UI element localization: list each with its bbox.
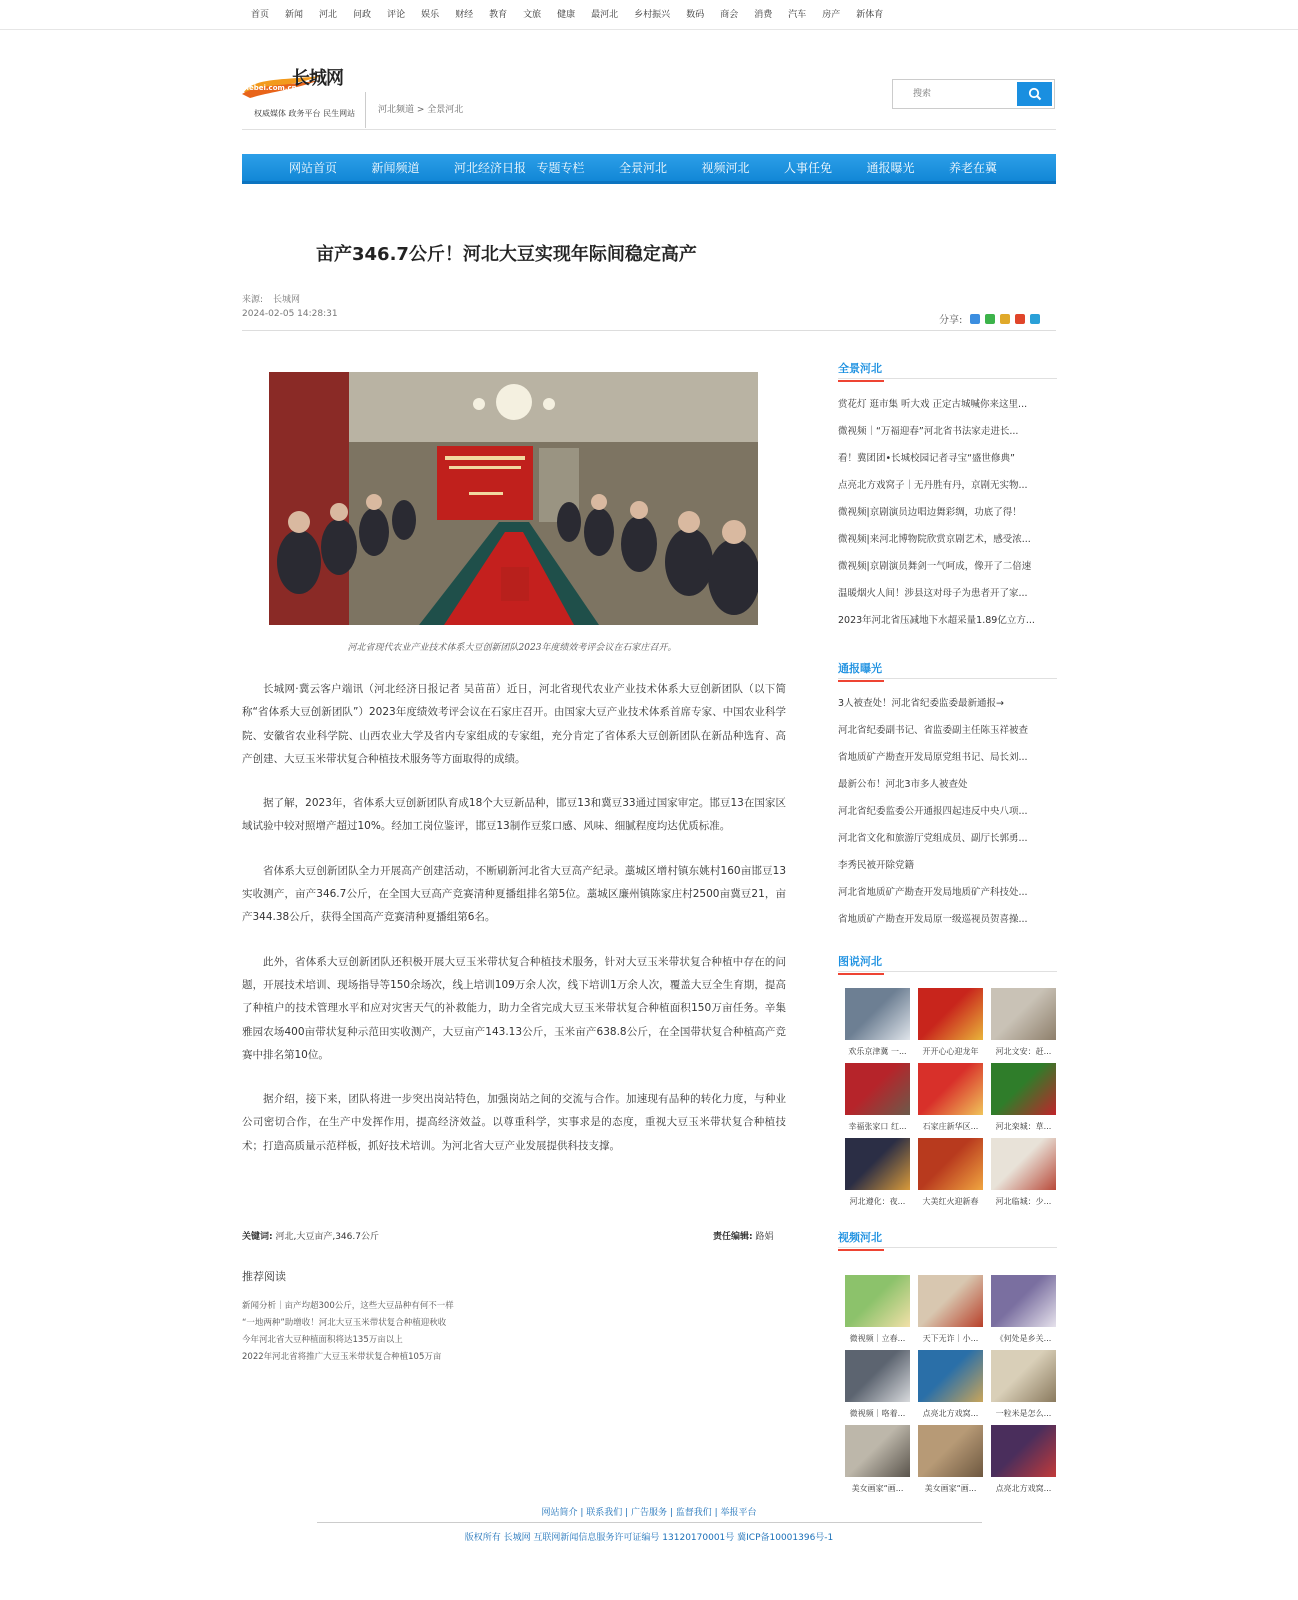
- article-paragraph: 据了解，2023年，省体系大豆创新团队育成18个大豆新品种，邯豆13和冀豆33通过国家审定。邯豆13在国家区域试验中较对照增产超过10%。经加工岗位鉴评，邯豆13制作豆浆口感、风味、细腻程度均达优质标准。: [242, 797, 786, 833]
- share-qzone-icon[interactable]: [970, 314, 980, 324]
- thumb-image: [845, 1350, 910, 1402]
- sidebar-news-item[interactable]: 省地质矿产勘查开发局原一级巡视员贺喜操...: [838, 914, 1028, 925]
- section-header-quanjing: [838, 357, 1057, 379]
- thumb-card[interactable]: [845, 1425, 910, 1500]
- article-source: [242, 292, 300, 305]
- top-channel-link[interactable]: 问政: [353, 10, 372, 20]
- sidebar-news-item[interactable]: 看！冀团团•长城校园记者寻宝“盛世修典”: [838, 453, 1015, 464]
- section-title-shipin[interactable]: 视频河北: [838, 1229, 884, 1251]
- recommend-item[interactable]: 今年河北省大豆种植面积将达135万亩以上: [242, 1335, 403, 1345]
- thumb-caption: 微视频｜咯着...: [849, 1409, 906, 1418]
- thumb-card[interactable]: [991, 1275, 1056, 1350]
- thumb-card[interactable]: [918, 1275, 983, 1350]
- sidebar-news-item[interactable]: 李秀民被开除党籍: [838, 860, 915, 871]
- source-label: 来源:: [242, 295, 264, 305]
- section-title-tushuo[interactable]: 图说河北: [838, 953, 884, 975]
- top-channel-link[interactable]: 新体育: [856, 10, 884, 20]
- thumb-card[interactable]: [845, 1138, 910, 1213]
- top-channel-link[interactable]: 消费: [754, 10, 773, 20]
- main-nav-item[interactable]: 视频河北: [701, 161, 750, 175]
- top-channel-link[interactable]: 汽车: [788, 10, 807, 20]
- thumb-card[interactable]: [918, 1138, 983, 1213]
- sidebar-news-item[interactable]: 河北省地质矿产勘查开发局地质矿产科技处...: [838, 887, 1028, 898]
- thumb-caption: 《何处是乡关...: [995, 1334, 1052, 1343]
- sidebar-news-item[interactable]: 河北省文化和旅游厅党组成员、副厅长郭勇...: [838, 833, 1028, 844]
- thumb-caption: 美女画家“画...: [851, 1484, 904, 1493]
- quanjing-news-list: [838, 391, 1057, 634]
- top-channel-link[interactable]: 首页: [251, 10, 270, 20]
- header-divider: [242, 129, 1056, 130]
- sidebar-news-item[interactable]: 最新公布！河北3市多人被查处: [838, 779, 968, 790]
- tushuo-thumb-grid: [845, 988, 1057, 1213]
- sidebar-news-item[interactable]: 河北省纪委副书记、省监委副主任陈玉祥被查: [838, 725, 1029, 736]
- top-channel-link[interactable]: 新闻: [285, 10, 304, 20]
- top-channel-link[interactable]: 教育: [489, 10, 508, 20]
- article-title: 亩产346.7公斤！河北大豆实现年际间稳定高产: [316, 244, 697, 265]
- article-photo: [269, 372, 758, 625]
- thumb-card[interactable]: [918, 1063, 983, 1138]
- thumb-caption: 点亮北方戏窝...: [922, 1409, 979, 1418]
- top-channel-list: [251, 9, 899, 21]
- main-nav-item[interactable]: 河北经济日报: [454, 161, 527, 175]
- meta-divider: [242, 330, 1056, 331]
- thumb-caption: 幸福张家口 红...: [848, 1122, 907, 1131]
- thumb-caption: 石家庄新华区...: [922, 1122, 979, 1131]
- share-label: 分享:: [939, 315, 963, 326]
- thumb-caption: 河北文安：赶...: [995, 1047, 1052, 1056]
- tongbao-news-list: [838, 690, 1057, 933]
- top-channel-link[interactable]: 数码: [686, 10, 705, 20]
- search-box: [892, 79, 1055, 109]
- thumb-image: [845, 1275, 910, 1327]
- main-nav-item[interactable]: 专题专栏: [536, 161, 585, 175]
- main-nav-item[interactable]: 网站首页: [289, 161, 338, 175]
- thumb-card[interactable]: [845, 1350, 910, 1425]
- top-channel-bar: [0, 0, 1298, 30]
- sidebar-news-item[interactable]: 微视频|京剧演员边唱边舞彩绸，功底了得！: [838, 507, 1022, 518]
- sidebar-news-item[interactable]: 省地质矿产勘查开发局原党组书记、局长刘...: [838, 752, 1028, 763]
- thumb-image: [991, 1275, 1056, 1327]
- share-weibo-icon[interactable]: [1015, 314, 1025, 324]
- footer-divider: [317, 1522, 982, 1523]
- thumb-caption: 美女画家“画...: [924, 1484, 977, 1493]
- search-button[interactable]: [1017, 82, 1052, 106]
- top-channel-link[interactable]: 房产: [822, 10, 841, 20]
- thumb-card[interactable]: [845, 988, 910, 1063]
- thumb-caption: 开开心心迎龙年: [922, 1047, 979, 1056]
- thumb-caption: 微视频｜立春...: [849, 1334, 906, 1343]
- share-bar: [939, 311, 1040, 326]
- thumb-card[interactable]: [918, 1350, 983, 1425]
- section-title-tongbao[interactable]: 通报曝光: [838, 660, 884, 682]
- thumb-card[interactable]: [991, 1425, 1056, 1500]
- logo-brand-text: 长城网: [292, 68, 343, 89]
- share-wechat-icon[interactable]: [985, 314, 995, 324]
- main-nav: [242, 154, 1056, 184]
- photo-caption: 河北省现代农业产业技术体系大豆创新团队2023年度绩效考评会议在石家庄召开。: [347, 643, 677, 653]
- thumb-card[interactable]: [918, 988, 983, 1063]
- logo-slogan: 权威媒体 政务平台 民生网站: [254, 109, 356, 118]
- thumb-caption: 天下无诈｜小...: [922, 1334, 979, 1343]
- source-value: 长城网: [273, 295, 301, 305]
- thumb-card[interactable]: [991, 1350, 1056, 1425]
- top-channel-link[interactable]: 河北: [319, 10, 338, 20]
- top-channel-link[interactable]: 文旅: [523, 10, 542, 20]
- thumb-card[interactable]: [918, 1425, 983, 1500]
- article-paragraph: 长城网·冀云客户端讯（河北经济日报记者 吴苗苗）近日，河北省现代农业产业技术体系大豆创新团队（以下简称“省体系大豆创新团队”）2023年度绩效考评会议在石家庄召开。由国家大豆产业技术体系首席专家、中国农业科学院、安徽省农业科学院、山西农业大学及省内专家组成的专家组，充分肯定了省体系大豆创新团队在新品种选育、高产创建、大豆玉米带状复合种植技术服务等方面取得的成绩。: [242, 683, 786, 765]
- thumb-image: [918, 1275, 983, 1327]
- sidebar-news-item[interactable]: 赏花灯 逛市集 听大戏 正定古城喊你来这里...: [838, 399, 1028, 410]
- thumb-caption: 河北栾城：草...: [995, 1122, 1052, 1131]
- main-nav-item[interactable]: 人事任免: [784, 161, 833, 175]
- thumb-caption: 河北遵化：夜...: [849, 1197, 906, 1206]
- keywords-value[interactable]: 河北,大豆亩产,346.7公斤: [275, 1232, 379, 1242]
- section-header-tushuo: [838, 950, 1057, 972]
- search-input[interactable]: [893, 80, 1013, 108]
- editor-value: 路娟: [755, 1232, 774, 1242]
- section-header-tongbao: [838, 657, 1057, 679]
- thumb-image: [845, 988, 910, 1040]
- article-editor: [713, 1229, 774, 1242]
- main-nav-item[interactable]: 养老在冀: [949, 161, 998, 175]
- thumb-caption: 大美红火迎新春: [922, 1197, 979, 1206]
- recommend-item[interactable]: “一地两种”助增收！河北大豆玉米带状复合种植迎秋收: [242, 1318, 447, 1328]
- shipin-thumb-grid: [845, 1275, 1057, 1500]
- top-channel-link[interactable]: 健康: [557, 10, 576, 20]
- main-nav-item[interactable]: 全景河北: [619, 161, 668, 175]
- logo-divider: [365, 92, 366, 128]
- sidebar-news-item[interactable]: 2023年河北省压减地下水超采量1.89亿立方...: [838, 615, 1035, 626]
- thumb-caption: 河北临城：少...: [995, 1197, 1052, 1206]
- share-qq-icon[interactable]: [1030, 314, 1040, 324]
- top-channel-link[interactable]: 乡村振兴: [634, 10, 671, 20]
- recommend-title: 推荐阅读: [242, 1270, 286, 1283]
- thumb-card[interactable]: [845, 1275, 910, 1350]
- article-paragraph: 此外，省体系大豆创新团队还积极开展大豆玉米带状复合种植技术服务，针对大豆玉米带状复合种植中存在的问题，开展技术培训、现场指导等150余场次，线上培训109万余人次，线下培训1万余人次，覆盖大豆全生育期，提高了种植户的技术管理水平和应对灾害天气的补救能力，助力全省完成大豆玉米带状复合种植面积150万亩任务。辛集雅园农场400亩带状复种示范田实收测产，大豆亩产143.13公斤，玉米亩产638.8公斤，在全国带状复合种植高产竞赛中排名第10位。: [242, 955, 786, 1061]
- sidebar-news-item[interactable]: 温暖烟火人间！涉县这对母子为患者开了家...: [838, 588, 1028, 599]
- top-channel-link[interactable]: 评论: [387, 10, 406, 20]
- sidebar-news-item[interactable]: 3人被查处！河北省纪委监委最新通报→: [838, 698, 1005, 709]
- sidebar-news-item[interactable]: 河北省纪委监委公开通报四起违反中央八项...: [838, 806, 1028, 817]
- thumb-card[interactable]: [991, 1138, 1056, 1213]
- thumb-image: [845, 1063, 910, 1115]
- thumb-image: [991, 988, 1056, 1040]
- thumb-image: [918, 1425, 983, 1477]
- footer-links[interactable]: 网站简介 | 联系我们 | 广告服务 | 监督我们 | 举报平台: [541, 1508, 757, 1518]
- main-nav-item[interactable]: 通报曝光: [866, 161, 915, 175]
- thumb-image: [918, 1138, 983, 1190]
- thumb-image: [918, 988, 983, 1040]
- thumb-caption: 欢乐京津冀 一...: [848, 1047, 907, 1056]
- article-body: [242, 678, 786, 1179]
- sidebar-news-item[interactable]: 微视频|来河北博物院欣赏京剧艺术，感受浓...: [838, 534, 1031, 545]
- thumb-image: [918, 1350, 983, 1402]
- keywords-label: 关键词:: [242, 1232, 273, 1242]
- thumb-image: [918, 1063, 983, 1115]
- article-time: 2024-02-05 14:28:31: [242, 309, 338, 319]
- thumb-image: [991, 1350, 1056, 1402]
- top-channel-link[interactable]: 商会: [720, 10, 739, 20]
- logo-domain-text: hebei.com.cn: [244, 84, 297, 92]
- recommend-item[interactable]: 新闻分析｜亩产均超300公斤，这些大豆品种有何不一样: [242, 1301, 454, 1311]
- article-keywords: [242, 1229, 379, 1242]
- thumb-image: [991, 1063, 1056, 1115]
- top-channel-link[interactable]: 财经: [455, 10, 474, 20]
- footer-copyright: 版权所有 长城网 互联网新闻信息服务许可证编号 13120170001号 冀ICP备10001396号-1: [464, 1533, 834, 1543]
- thumb-card[interactable]: [991, 988, 1056, 1063]
- sidebar-news-item[interactable]: 微视频|京剧演员舞剑一气呵成，像开了二倍速: [838, 561, 1032, 572]
- recommend-list: [242, 1298, 454, 1366]
- top-channel-link[interactable]: 最河北: [591, 10, 619, 20]
- search-icon: [1028, 87, 1042, 101]
- sidebar-news-item[interactable]: 微视频｜“万福迎春”河北省书法家走进长...: [838, 426, 1019, 437]
- editor-label: 责任编辑:: [713, 1232, 753, 1242]
- recommend-item[interactable]: 2022年河北省将推广大豆玉米带状复合种植105万亩: [242, 1352, 442, 1362]
- breadcrumb[interactable]: 河北频道 > 全景河北: [378, 105, 464, 115]
- thumb-image: [845, 1425, 910, 1477]
- thumb-caption: 一粒米是怎么...: [995, 1409, 1052, 1418]
- thumb-image: [845, 1138, 910, 1190]
- meeting-photo-illustration: [269, 372, 758, 625]
- site-logo[interactable]: [242, 60, 370, 124]
- sidebar-news-item[interactable]: 点亮北方戏窝子｜无丹胜有丹，京剧无实物...: [838, 480, 1028, 491]
- thumb-image: [991, 1138, 1056, 1190]
- share-friends-icon[interactable]: [1000, 314, 1010, 324]
- main-nav-list: [242, 154, 1056, 182]
- top-channel-link[interactable]: 娱乐: [421, 10, 440, 20]
- thumb-card[interactable]: [991, 1063, 1056, 1138]
- main-nav-item[interactable]: 新闻频道: [371, 161, 420, 175]
- thumb-image: [991, 1425, 1056, 1477]
- article-paragraph: 省体系大豆创新团队全力开展高产创建活动，不断刷新河北省大豆高产纪录。藁城区增村镇东姚村160亩邯豆13实收测产，亩产346.7公斤，在全国大豆高产竞赛清种夏播组排名第5位。藁城区廉州镇陈家庄村2500亩冀豆21，亩产344.38公斤，获得全国高产竞赛清种夏播组第6名。: [242, 864, 786, 924]
- section-title-quanjing[interactable]: 全景河北: [838, 360, 884, 382]
- article-paragraph: 据介绍，接下来，团队将进一步突出岗站特色，加强岗站之间的交流与合作。加速现有品种的转化力度，与种业公司密切合作，在生产中发挥作用，提高经济效益。以尊重科学，实事求是的态度，重视大豆玉米带状复合种植技术；打造高质量示范样板，抓好技术培训。为河北省大豆产业发展提供科技支撑。: [242, 1093, 786, 1152]
- section-header-shipin: [838, 1226, 1057, 1248]
- thumb-card[interactable]: [845, 1063, 910, 1138]
- thumb-caption: 点亮北方戏窝...: [995, 1484, 1052, 1493]
